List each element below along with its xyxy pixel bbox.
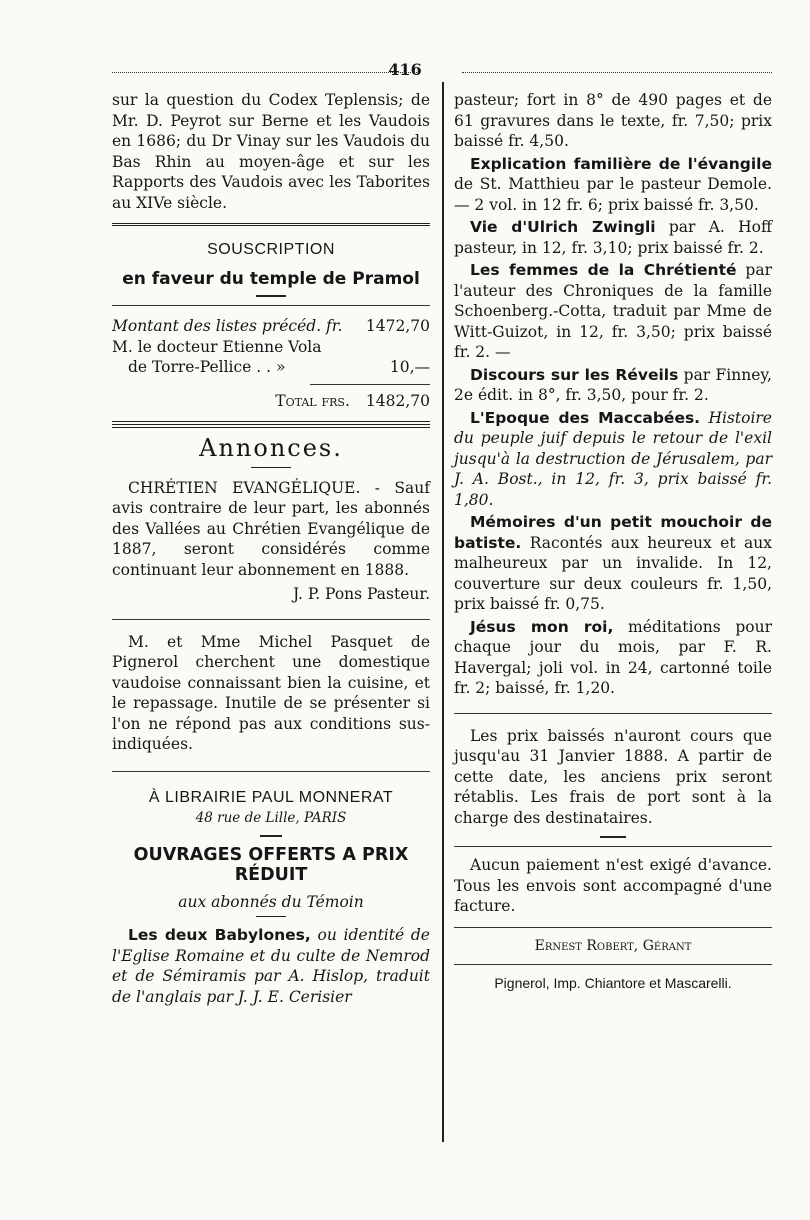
total-label: Total frs. xyxy=(275,391,350,410)
donor-line-2: de Torre-Pellice . . » xyxy=(128,358,286,376)
epoque-body: Histoire du peuple juif depuis le retour de l'exil jusqu'à la destruction de Jérusalem, par J. A. Bost., in 12, fr. 3, prix baissé fr. 1,80. xyxy=(454,408,772,509)
header-rule-right xyxy=(462,68,772,73)
babylones-body: ou identité de l'Eglise Romaine et du culte de Nemrod et de Sémiramis par A. Hislop, traduit de l'anglais par J. J. E. Cerisier xyxy=(112,926,430,1006)
ouvrages-title: OUVRAGES OFFERTS A PRIX RÉDUIT xyxy=(133,844,409,885)
memoires-title: Mémoires d'un petit mouchoir de batiste. xyxy=(454,513,772,552)
montant-label: Montant des listes précéd. fr. xyxy=(112,317,343,335)
paiement-notice: Aucun paiement n'est exigé d'avance. Tous les envois sont accompagné d'une facture. xyxy=(454,856,772,915)
separator xyxy=(454,927,772,928)
donor-line-1: M. le docteur Etienne Vola xyxy=(112,337,322,356)
total-row xyxy=(112,391,430,412)
femmes-body: par l'auteur des Chroniques de la famille Schoenberg.-Cotta, traduit par Mme de Witt-Guizot, in 12, fr. 3,50; prix baissé fr. 2. — xyxy=(454,261,772,361)
total-value: 1482,70 xyxy=(365,391,430,410)
separator xyxy=(112,619,430,620)
souscription-title: SOUSCRIPTION xyxy=(207,241,335,258)
separator xyxy=(112,771,430,772)
ornament-dash xyxy=(256,916,286,917)
jesus-title: Jésus mon roi, xyxy=(470,617,614,636)
separator xyxy=(454,964,772,965)
memoires-body: Racontés aux heureux et aux malheureux par un invalide. In 12, couverture sur deux couleurs fr. 1,50, prix baissé fr. 0,75. xyxy=(454,533,772,613)
separator xyxy=(112,223,430,226)
zwingli-title: Vie d'Ulrich Zwingli xyxy=(470,218,656,236)
separator xyxy=(112,305,430,306)
gerant-line: Ernest Robert, Gérant xyxy=(534,937,692,954)
donor-value: 10,— xyxy=(389,358,430,376)
imprimerie-line: Pignerol, Imp. Chiantore et Mascarelli. xyxy=(494,975,732,991)
separator xyxy=(454,846,772,847)
femmes-entry xyxy=(454,260,772,363)
separator xyxy=(454,713,772,714)
domestique-notice: M. et Mme Michel Pasquet de Pignerol cherchent une domestique vaudoise connaissant bien la cuisine, et le repassage. Inutile de se présenter si l'on ne répond pas aux conditions sus-indiquées. xyxy=(112,632,430,753)
annonces-title: Annonces. xyxy=(199,434,343,462)
ornament-dash xyxy=(260,835,282,837)
babylones-entry xyxy=(112,925,430,1007)
explication-title: Explication familière de l'évangile xyxy=(470,154,772,173)
librairie-title: À LIBRAIRIE PAUL MONNERAT xyxy=(148,788,394,806)
discours-body: par Finney, 2e édit. in 8°, fr. 3,50, pour fr. 2. xyxy=(454,365,772,404)
ornament-dash xyxy=(600,836,626,838)
montant-value: 1472,70 xyxy=(365,317,430,335)
jesus-body: méditations pour chaque jour du mois, par F. R. Havergal; joli vol. in 24, cartonné toile fr. 2; baissé, fr. 1,20. xyxy=(454,617,773,697)
babylones-title: Les deux Babylones, xyxy=(128,926,311,944)
ornament-dash xyxy=(256,295,286,297)
zwingli-body: par A. Hoff pasteur, in 12, fr. 3,10; prix baissé fr. 2. xyxy=(454,218,772,257)
prix-notice: Les prix baissés n'auront cours que jusqu'au 31 Janvier 1888. A partir de cette date, les anciens prix seront rétablis. Les frais de port sont à la charge des destinataires. xyxy=(454,726,772,827)
sum-rule xyxy=(310,384,430,385)
explication-entry xyxy=(454,154,772,216)
chretien-signature: J. P. Pons Pasteur. xyxy=(293,585,430,603)
jesus-entry xyxy=(454,617,772,699)
donor-row xyxy=(112,357,430,378)
discours-entry xyxy=(454,365,772,406)
left-column xyxy=(112,90,430,1007)
explication-body: de St. Matthieu par le pasteur Demole. — 2 vol. in 12 fr. 6; prix baissé fr. 3,50. xyxy=(454,175,772,214)
header-rule-left xyxy=(112,68,417,73)
montant-row xyxy=(112,316,430,337)
zwingli-entry xyxy=(454,217,772,258)
souscription-subtitle: en faveur du temple de Pramol xyxy=(122,268,420,289)
memoires-entry xyxy=(454,512,772,615)
right-column xyxy=(454,90,772,994)
column-divider xyxy=(442,82,444,1142)
femmes-title: Les femmes de la Chrétienté xyxy=(470,261,737,279)
intro-paragraph: sur la question du Codex Teplensis; de Mr. D. Peyrot sur Berne et les Vaudois en 1686; du Dr Vinay sur les Vaudois du Bas Rhin au moyen-âge et sur les Rapports des Vaudois avec les Taborites au XIVe siècle. xyxy=(112,91,430,212)
ornament-dash xyxy=(251,467,291,468)
epoque-entry xyxy=(454,408,772,511)
babylones-continued: pasteur; fort in 8° de 490 pages et de 61 gravures dans le texte, fr. 7,50; prix baissé fr. 4,50. xyxy=(454,91,772,150)
discours-title: Discours sur les Réveils xyxy=(470,365,679,384)
chretien-notice: CHRÉTIEN EVANGÉLIQUE. - Sauf avis contraire de leur part, les abonnés des Vallées au Chrétien Evangélique de 1887, seront considérés comme continuant leur abonnement en 1888. xyxy=(112,478,430,579)
epoque-title: L'Epoque des Maccabées. xyxy=(470,408,701,427)
ouvrages-subtitle: aux abonnés du Témoin xyxy=(178,892,364,911)
page-number: 416 xyxy=(388,60,422,79)
librairie-address: 48 rue de Lille, PARIS xyxy=(195,810,347,826)
separator xyxy=(112,421,430,428)
